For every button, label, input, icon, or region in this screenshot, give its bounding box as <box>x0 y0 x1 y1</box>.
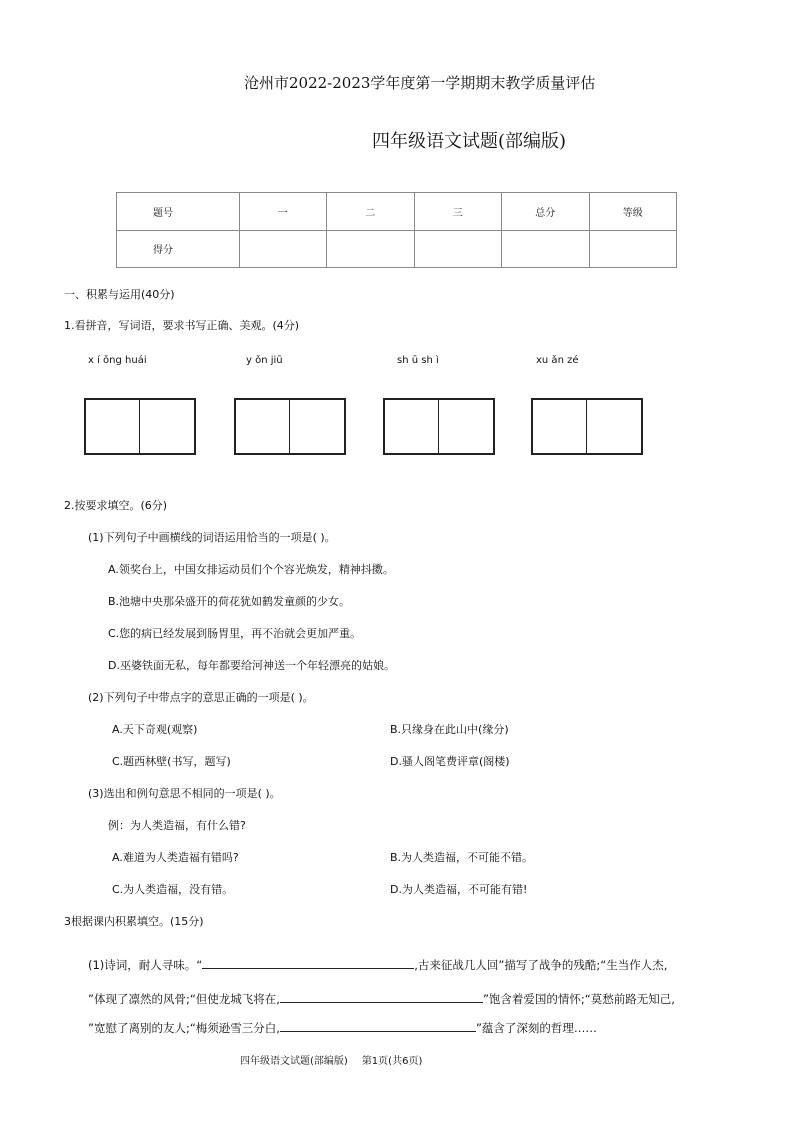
page-footer <box>240 1052 436 1067</box>
option-b: B.只缘身在此山中(缘分) <box>390 723 509 736</box>
score-table <box>116 192 677 268</box>
option-d: D.巫婆铁面无私，每年都要给河神送一个年轻漂亮的姑娘。 <box>108 659 395 672</box>
option-c: C.题西林壁(书写，题写) <box>112 755 231 768</box>
score-input-cell[interactable] <box>327 230 415 268</box>
option-a: A.天下奇观(观察) <box>112 723 198 736</box>
question-1-prompt: 1.看拼音，写词语，要求书写正确、美观。(4分) <box>64 319 300 332</box>
table-cell: 得分 <box>117 230 240 268</box>
option-c: C.您的病已经发展到肠胃里，再不治就会更加严重。 <box>108 627 362 640</box>
table-cell: 等级 <box>589 193 677 231</box>
option-d: D.骚人阁笔费评章(阁楼) <box>390 755 510 768</box>
footer-subject: 四年级语文试题(部编版) <box>240 1056 348 1067</box>
pinyin-2: y ǒn jiū <box>246 355 283 366</box>
table-cell: 三 <box>414 193 502 231</box>
fill-blank[interactable] <box>280 1019 476 1032</box>
line-text: ”饱含着爱国的情怀;“莫愁前路无知己, <box>482 992 675 1006</box>
question-2-1-prompt: (1)下列句子中画横线的词语运用恰当的一项是( )。 <box>88 531 336 544</box>
table-cell: 二 <box>327 193 415 231</box>
score-input-cell[interactable] <box>502 230 590 268</box>
writing-cell[interactable] <box>86 400 140 453</box>
writing-box-1[interactable] <box>84 398 196 455</box>
writing-box-2[interactable] <box>234 398 346 455</box>
writing-cell[interactable] <box>140 400 194 453</box>
question-3-prompt: 3根据课内积累填空。(15分) <box>64 915 204 928</box>
question-2-3-prompt: (3)选出和例句意思不相同的一项是( )。 <box>88 787 281 800</box>
line-text: (1)诗词，耐人寻味。“ <box>88 958 203 972</box>
pinyin-3: sh ū sh ì <box>397 355 439 366</box>
writing-cell[interactable] <box>385 400 439 453</box>
option-d: D.为人类造福，不可能有错! <box>390 883 528 896</box>
table-cell: 一 <box>239 193 327 231</box>
pinyin-4: xu ǎn zé <box>536 355 579 366</box>
score-input-cell[interactable] <box>589 230 677 268</box>
page-number: 第1页(共6页) <box>361 1056 423 1067</box>
score-input-cell[interactable] <box>239 230 327 268</box>
fill-line-1 <box>88 956 667 973</box>
table-row <box>117 230 677 268</box>
example-sentence: 例：为人类造福，有什么错? <box>108 819 246 832</box>
line-text: ”宽慰了离别的友人;“梅须逊雪三分白, <box>88 1021 280 1035</box>
fill-line-2 <box>88 990 675 1007</box>
option-b: B.为人类造福，不可能不错。 <box>390 851 534 864</box>
line-text: ”体现了凛然的风骨;“但使龙城飞将在, <box>88 992 280 1006</box>
line-text: ”蕴含了深刻的哲理…… <box>475 1021 597 1035</box>
writing-cell[interactable] <box>439 400 493 453</box>
exam-title: 沧州市2022-2023学年度第一学期期末教学质量评估 <box>244 74 596 92</box>
writing-cell[interactable] <box>587 400 641 453</box>
line-text: ,古来征战几人回”描写了战争的残酷;“生当作人杰, <box>414 958 668 972</box>
fill-line-3 <box>88 1019 597 1036</box>
section-title: 一、积累与运用(40分) <box>64 288 175 301</box>
exam-subtitle: 四年级语文试题(部编版) <box>372 131 567 152</box>
table-cell: 总分 <box>502 193 590 231</box>
option-b: B.池塘中央那朵盛开的荷花犹如鹤发童颜的少女。 <box>108 595 351 608</box>
fill-blank[interactable] <box>202 956 414 969</box>
fill-blank[interactable] <box>280 990 483 1003</box>
question-2-2-prompt: (2)下列句子中带点字的意思正确的一项是( )。 <box>88 691 314 704</box>
writing-cell[interactable] <box>236 400 290 453</box>
table-row <box>117 193 677 231</box>
writing-box-3[interactable] <box>383 398 495 455</box>
option-c: C.为人类造福，没有错。 <box>112 883 234 896</box>
score-input-cell[interactable] <box>414 230 502 268</box>
option-a: A.领奖台上，中国女排运动员们个个容光焕发，精神抖擞。 <box>108 563 394 576</box>
question-2-prompt: 2.按要求填空。(6分) <box>64 499 168 512</box>
writing-box-4[interactable] <box>531 398 643 455</box>
writing-cell[interactable] <box>290 400 344 453</box>
pinyin-1: x í ǒng huái <box>88 355 147 366</box>
table-cell: 题号 <box>117 193 240 231</box>
writing-cell[interactable] <box>533 400 587 453</box>
option-a: A.难道为人类造福有错吗? <box>112 851 239 864</box>
